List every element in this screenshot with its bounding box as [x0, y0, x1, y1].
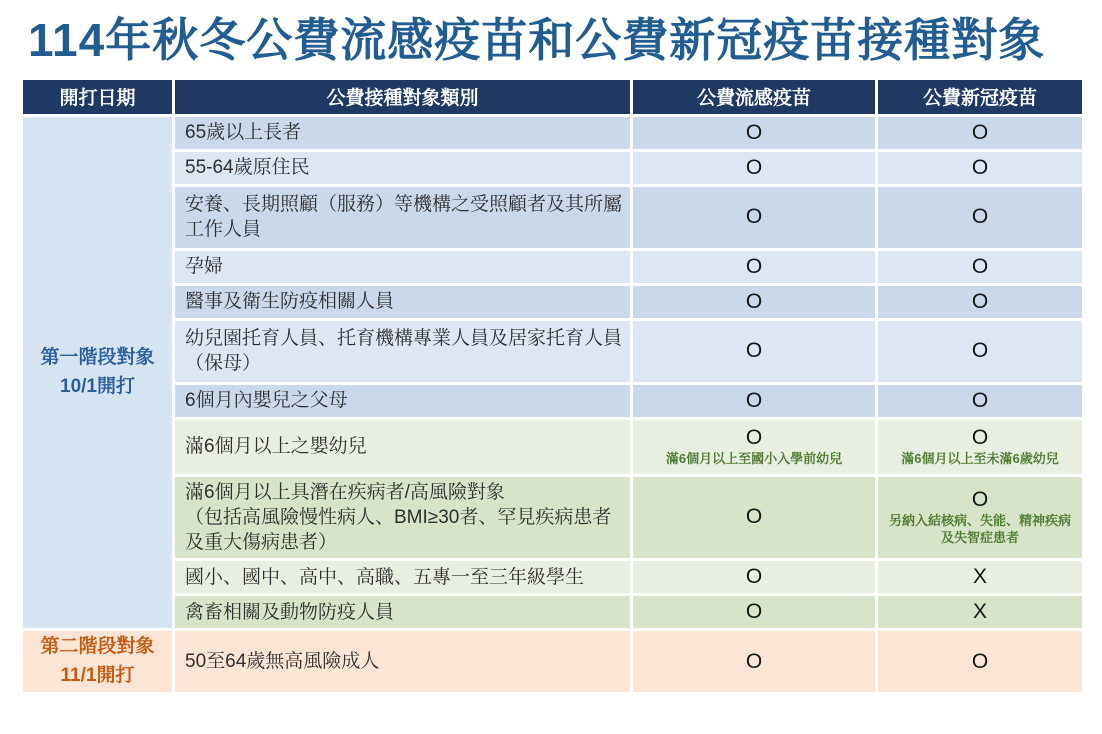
category-cell: 50至64歲無高風險成人 [174, 630, 632, 694]
category-cell: 安養、長期照顧（服務）等機構之受照顧者及其所屬工作人員 [174, 185, 632, 249]
mark: O [971, 205, 989, 229]
mark: O [745, 600, 763, 624]
covid-mark-cell [877, 595, 1084, 630]
covid-mark-cell [877, 284, 1084, 319]
category-cell: 滿6個月以上之嬰幼兒 [174, 418, 632, 475]
mark: O [971, 289, 989, 313]
category-cell: 幼兒園托育人員、托育機構專業人員及居家托育人員（保母） [174, 319, 632, 383]
category-line2: （包括高風險慢性病人、BMI≥30者、罕見疾病患者及重大傷病患者） [185, 506, 612, 554]
table-row [22, 284, 1084, 319]
table-row [22, 630, 1084, 694]
flu-mark-cell [632, 383, 877, 418]
table-row [22, 595, 1084, 630]
mark: O [971, 649, 989, 673]
mark: O [971, 425, 989, 449]
mark: O [971, 388, 989, 412]
covid-mark-cell [877, 150, 1084, 185]
header-start-date: 開打日期 [22, 78, 174, 115]
mark: O [971, 254, 989, 278]
flu-mark-cell [632, 115, 877, 150]
mark: O [971, 488, 989, 512]
mark: O [745, 289, 763, 313]
stage1-label: 第一階段對象 [40, 347, 155, 368]
category-cell [174, 475, 632, 559]
mark: O [745, 120, 763, 144]
header-row [22, 78, 1084, 115]
category-cell: 禽畜相關及動物防疫人員 [174, 595, 632, 630]
header-category: 公費接種對象類別 [174, 78, 632, 115]
vaccine-eligibility-table [20, 77, 1085, 695]
covid-note: 另納入結核病、失能、精神疾病及失智症患者 [888, 513, 1071, 546]
flu-mark-cell [632, 249, 877, 284]
table-row [22, 319, 1084, 383]
covid-mark-cell [877, 475, 1084, 559]
flu-mark-cell [632, 475, 877, 559]
mark: O [745, 388, 763, 412]
covid-mark-cell [877, 418, 1084, 475]
flu-mark-cell [632, 595, 877, 630]
page-title: 114年秋冬公費流感疫苗和公費新冠疫苗接種對象 [28, 14, 1046, 66]
mark: X [972, 565, 987, 589]
table-row [22, 150, 1084, 185]
flu-mark-cell [632, 319, 877, 383]
covid-mark-cell [877, 560, 1084, 595]
covid-mark-cell [877, 630, 1084, 694]
mark: O [745, 254, 763, 278]
mark: O [745, 155, 763, 179]
category-cell: 55-64歲原住民 [174, 150, 632, 185]
table-row [22, 560, 1084, 595]
mark: O [745, 649, 763, 673]
covid-mark-cell [877, 115, 1084, 150]
flu-mark-cell [632, 560, 877, 595]
flu-mark-cell [632, 418, 877, 475]
covid-mark-cell [877, 319, 1084, 383]
category-cell: 6個月內嬰兒之父母 [174, 383, 632, 418]
covid-mark-cell [877, 249, 1084, 284]
table-row [22, 475, 1084, 559]
stage1-date: 10/1開打 [60, 375, 135, 397]
mark: O [745, 205, 763, 229]
category-cell: 65歲以上長者 [174, 115, 632, 150]
flu-note: 滿6個月以上至國小入學前幼兒 [665, 451, 843, 467]
flu-mark-cell [632, 185, 877, 249]
covid-note: 滿6個月以上至未滿6歲幼兒 [901, 451, 1059, 467]
header-covid-vaccine: 公費新冠疫苗 [877, 78, 1084, 115]
mark: O [971, 155, 989, 179]
stage2-cell [22, 630, 174, 694]
stage2-date: 11/1開打 [60, 664, 135, 686]
mark: O [745, 425, 763, 449]
category-cell: 醫事及衛生防疫相關人員 [174, 284, 632, 319]
mark: O [745, 505, 763, 529]
flu-mark-cell [632, 150, 877, 185]
category-line1: 滿6個月以上具潛在疾病者/高風險對象 [185, 481, 505, 503]
table-row [22, 115, 1084, 150]
category-cell: 國小、國中、高中、高職、五專一至三年級學生 [174, 560, 632, 595]
covid-mark-cell [877, 185, 1084, 249]
mark: O [745, 565, 763, 589]
stage1-cell [22, 115, 174, 629]
header-flu-vaccine: 公費流感疫苗 [632, 78, 877, 115]
flu-mark-cell [632, 630, 877, 694]
mark: O [971, 339, 989, 363]
stage2-label: 第二階段對象 [40, 636, 155, 658]
flu-mark-cell [632, 284, 877, 319]
category-cell: 孕婦 [174, 249, 632, 284]
table-row [22, 383, 1084, 418]
slide [0, 14, 1102, 734]
mark: X [972, 600, 987, 624]
table-row [22, 418, 1084, 475]
covid-mark-cell [877, 383, 1084, 418]
mark: O [971, 120, 989, 144]
table-row [22, 249, 1084, 284]
mark: O [745, 339, 763, 363]
table-row [22, 185, 1084, 249]
